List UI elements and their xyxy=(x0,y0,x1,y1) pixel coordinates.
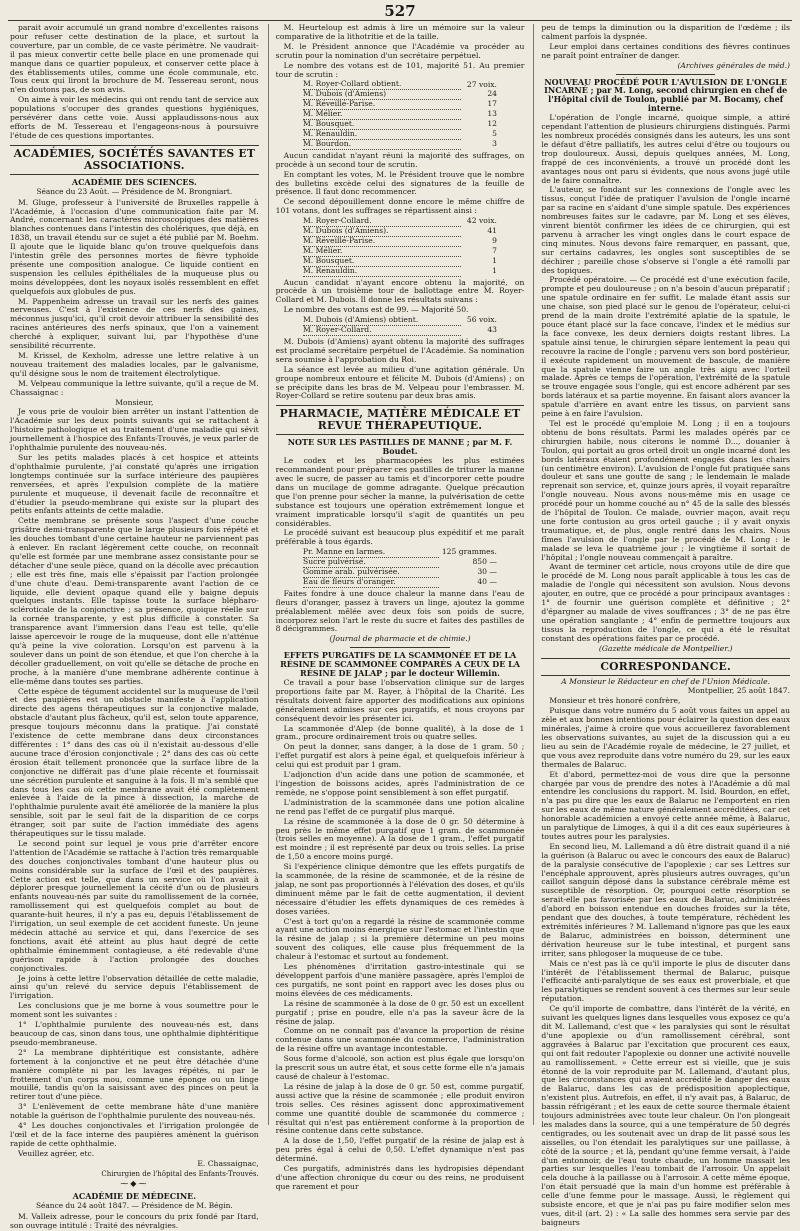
subsection-title-academie-medecine: ACADÉMIE DE MÉDECINE. xyxy=(72,1191,197,1202)
correspondence-salutation: Monsieur et très honoré confrère, xyxy=(549,696,681,706)
vote-count: 41 xyxy=(487,226,497,236)
ingredient-qty: 125 grammes. xyxy=(441,547,497,557)
recipe-row xyxy=(303,577,497,587)
vote-row xyxy=(303,90,497,100)
correspondence-paragraph: Puisque dans votre numéro du 5 août vous faites un appel au zèle et aux bonnes intentions pour éclairer la question des eaux minérales, j'aime à croire que vous accueillerez favorablement les observations suivantes, au sujet de la discussion qui a eu lieu au sein de l'Académie royale de médecine, le 27 juillet, et que vous avez reproduite dans votre numéro du 29, sur les eaux thermales de Balaruc. xyxy=(541,706,791,769)
session-line: Séance du 24 août 1847. — Présidence de M. Bégin. xyxy=(35,1201,233,1211)
article-paragraph: Le procédé suivant est beaucoup plus expéditif et me paraît préférable à tous égards. xyxy=(275,528,525,547)
vote-count: 3 xyxy=(492,138,497,148)
letter-paragraph: Je joins à cette lettre l'observation détaillée de cette maladie, ainsi qu'un relevé du service depuis l'établissement de l'irrigation. xyxy=(10,973,259,1001)
note-title: NOTE SUR LES PASTILLES DE MANNE ; par M. F. Boudet. xyxy=(287,437,513,457)
ingredient-name: Eau de fleurs d'oranger. xyxy=(303,577,439,587)
vote-row xyxy=(303,246,497,256)
article-paragraph: Leur emploi dans certaines conditions des fièvres continues ne paraît point entraîner de danger. xyxy=(541,41,791,60)
letter-paragraph: Le second point sur lequel je vous prie d'arrêter encore l'attention de l'Académie se rattache à l'action très remarquable des douches conjonctivales tombant d'une hauteur plus ou moins considérable sur la surface de l'œil et des paupières. Cette action est telle, que dans un service où l'on avait à déplorer presque journellement la cécité d'un ou de plusieurs enfants nouveau-nés par suite du ramollissement de la cornée, ramollissement qui est quelquefois complet au bout de quarante-huit heures, il n'y a pas eu, depuis l'établissement de l'irrigation, un seul exemple de cet accident funeste. Un jeune médecin attaché au service et qui, dans l'exercice de ses fonctions, avait été atteint au plus haut degré de cette ophthalmie éminemment contagieuse, a été redevable d'une guérison rapide à l'action prolongée des douches conjonctivales. xyxy=(10,838,259,973)
candidate-name: M. Réveillé-Parise. xyxy=(303,100,461,110)
article-paragraph: C'est à tort qu'on a regardé la résine de scammonée comme ayant une action moins énergique sur l'estomac et l'intestin que la résine de jalap ; si la première détermine un peu moins souvent des coliques, elle cause plus fréquemment de la chaleur à l'estomac et surtout au fondement. xyxy=(275,916,525,962)
article-paragraph: M. Krissel, de Kexholm, adresse une lettre relative à un nouveau traitement des maladies locales, par le galvanisme, qu'il désigne sous le nom de traitement électrolytique. xyxy=(10,351,259,378)
vote-row xyxy=(303,256,497,266)
vote-count: 27 voix. xyxy=(466,79,497,89)
article-paragraph: L'auteur, se fondant sur les connexions de l'ongle avec les tissus, conçut l'idée de pratiquer l'avulsion de l'ongle incarné par sa racine en s'aidant d'une simple spatule. Des expériences nombreuses faites sur le cadavre, par M. Long et ses élèves, vinrent bientôt confirmer les idées de ce chirurgien, qui est parvenu à arracher les vingt ongles dans le court espace de cinq minutes. Nous devons faire remarquer, en passant, que, sur certains cadavres, les ongles sont susceptibles de se déchirer ; pareille chose s'observe si l'ongle a été ramolli par des topiques. xyxy=(541,185,791,275)
correspondence-paragraph: Et d'abord, permettez-moi de vous dire que la personne chargée par vous de prendre des notes à l'Académie a dû mal entendre les conclusions du rapport. M. Isid. Bourdon, en effet, n'a pas pu dire que les eaux de Balaruc ne l'emportent en rien sur les eaux de même nature généralement accréditées, car cet honorable académicien a envoyé cette année même, à Balaruc, un paralytique de Limoges, à qui il a dit ces eaux supérieures à toutes autres pour les paralysies. xyxy=(541,769,791,841)
article-paragraph: M. Dubois (d'Amiens) ayant obtenu la majorité des suffrages est proclamé secrétaire perpétuel de l'Académie. Sa nomination sera soumise à l'approbation du Roi. xyxy=(275,337,525,364)
article-paragraph: En comptant les votes, M. le Président trouve que le nombre des bulletins excède celui des signatures de la feuille de présence. Il faut donc recommencer. xyxy=(275,169,525,197)
vote-row xyxy=(303,110,497,120)
candidate-name: M. Royer-Collard obtient. xyxy=(303,80,461,89)
recipe-row xyxy=(303,568,497,578)
article-paragraph: Ce travail a pour base l'observation clinique sur de larges proportions faite par M. Rayer, à l'hôpital de la Charité. Les résultats doivent faire apporter des modifications aux opinions généralement admises sur ces purgatifs, et nous croyons par conséquent devoir les présenter ici. xyxy=(275,678,525,723)
article-paragraph: Comme on ne connaît pas d'avance la proportion de résine contenue dans une scammonée du commerce, l'administration de la résine offre un avantage incontestable. xyxy=(275,1026,525,1054)
article-paragraph: M. le Président annonce que l'Académie va procéder au scrutin pour la nomination d'un secrétaire perpétuel. xyxy=(275,41,525,60)
article-paragraph: Ces purgatifs, administrés dans les hydropisies dépendant d'une affection chronique du cœur ou des reins, ne produisent que rarement et pour xyxy=(275,1164,525,1191)
divider-ornament: ⁓◆⁓ xyxy=(120,1179,149,1189)
section-title-academies: ACADÉMIES, SOCIÉTÉS SAVANTES ET ASSOCIATIONS. xyxy=(10,145,259,175)
vote-count: 13 xyxy=(487,109,497,119)
intro-paragraph: parait avoir accumulé un grand nombre d'excellentes raisons pour refuser cette destination de la place, et surtout la couverture, par un comble, de ce vaste périmètre. Ne vaudrait-il pas mieux convertir cette belle place en une promenade qui manque dans ce quartier populeux, et conserver cette place à des établissements utiles, comme une école communale, etc. Tous ceux qui liront la brochure de M. Tessereau seront, nous n'en doutons pas, de son avis. xyxy=(10,23,259,95)
vote-row xyxy=(303,236,497,246)
candidate-name: M. Royer-Collard. xyxy=(303,326,461,336)
article-paragraph: L'adjonction d'un acide dans une potion de scammonée, et l'ingestion de boissons acides, après l'administration de ce remède, ne s'oppose point sensiblement à son effet purgatif. xyxy=(275,770,525,797)
vote-table-1 xyxy=(303,80,497,149)
article-paragraph: L'opération de l'ongle incarné, quoique simple, a attiré cependant l'attention de plusieurs chirurgiens distingués. Parmi les nombreux procédés consignés dans les auteurs, les uns sont le défaut d'être palliatifs, les autres celui d'être ou toujours ou trop douloureux. Aussi, depuis quelques années, M. Long, frappé de ces inconvénients, a trouvé un procédé dont les avantages nous ont paru si évidents, que nous avons jugé utile de le faire connaître. xyxy=(541,113,791,185)
letter-paragraph: Sur les petits malades placés à cet hospice et atteints d'ophthalmie purulente, j'ai constaté qu'après une irrigation longtemps continuée sur la surface intérieure des paupières renversées, et après l'expulsion complète de la matière purulente et muqueuse, il devenait facile de reconnaître et d'étudier la pseudo-membrane qui existe sur la plupart des petits enfants atteints de cette maladie. xyxy=(10,452,259,516)
column-2 xyxy=(268,23,525,1191)
separator-rule xyxy=(616,74,715,75)
effets-title: EFFETS PURGATIFS DE LA SCAMMONÉE ET DE LA RÉSINE DE SCAMMONÉE COMPARÉS A CEUX DE LA RÉSINE DE JALAP ; par le docteur Willemin. xyxy=(280,650,520,679)
article-paragraph: M. Valleix adresse, pour le concours du prix fondé par Itard, son ouvrage intitulé : Traité des névralgies. xyxy=(10,1212,259,1231)
article-paragraph: La scammonée d'Alep (de bonne qualité), à la dose de 1 gram., procure ordinairement trois ou quatre selles. xyxy=(275,723,525,742)
vote-table-2 xyxy=(303,217,497,276)
letter-closing: Veuillez agréer, etc. xyxy=(18,1148,95,1158)
vote-row xyxy=(303,139,497,149)
article-paragraph: La résine de scammonée à la dose de 0 gr. 50 est un excellent purgatif ; prise en poudre, elle n'a pas la saveur âcre de la résine de jalap. xyxy=(275,998,525,1026)
article-paragraph: Ce second dépouillement donne encore le même chiffre de 101 votans, dont les suffrages se répartissent ainsi : xyxy=(275,197,525,216)
vote-row xyxy=(303,120,497,130)
article-paragraph: Procédé opératoire. — Ce procédé est d'une exécution facile, prompte et peu douloureuse ; on n'a besoin d'aucun préparatif ; une spatule ordinaire en fer suffit. Le malade étant assis sur une chaise, son pied placé sur le genou de l'opérateur, celui-ci prend de la main droite l'extrémité aplatie de la spatule, le pouce étant placé sur la face concave, l'index et le médius sur la face convexe, les deux derniers doigts restant libres. La spatule ainsi tenue, le chirurgien sépare lentement la peau qui recouvre la racine de l'ongle ; parvenu vers son bord postérieur, il exécute rapidement un mouvement de bascule, de manière que la spatule vienne faire un angle très aigu avec l'orteil malade. Après ce temps de l'opération, l'extrémité de la spatule se trouve engagée sous l'ongle, qui est encore adhérent par ses bords latéraux et sa partie moyenne. En faisant alors avancer la spatule d'arrière en avant entre les tissus, on parvient sans peine à en faire l'avulsion. xyxy=(541,275,791,419)
article-paragraph: La séance est levée au milieu d'une agitation générale. Un groupe nombreux entoure et félicite M. Dubois (d'Amiens) ; on se précipite dans les bras de M. Velpeau pour l'embrasser. M. Royer-Collard se retire soutenu par deux bras amis. xyxy=(275,364,525,401)
ingredient-qty: 40 — xyxy=(477,576,497,586)
letter-paragraph: 4° Les douches conjonctivales et l'irrigation prolongée de l'œil et de la face interne des paupières amènent la guérison rapide de cette ophthalmie. xyxy=(10,1121,259,1148)
candidate-name: M. Dubois (d'Amiens) obtient. xyxy=(303,316,461,325)
article-paragraph: M. Velpeau communique la lettre suivante, qu'il a reçue de M. Chassaignac : xyxy=(10,378,259,397)
ingredient-name: Gomme arab. pulvérisée. xyxy=(303,568,439,578)
letter-paragraph: Cette membrane se présente sous l'aspect d'une couche grisâtre demi-transparente que le large plusieurs fois répété et les douches tombant d'une certaine hauteur ne parviennent pas à enlever. En raclant légèrement cette couche, on reconnaît qu'elle est formée par une membrane assez consistante pour se détacher d'une seule pièce, quand on la décolle avec précaution ; elle est très fine, mais elle s'épaissit par l'action prolongée d'une chute d'eau. Demi-transparente avant l'action de ce liquide, elle devient opaque quand elle y baigne depuis quelques instants. Elle tapisse toute la surface blépharo-scléroticale de la conjonctive ; sa présence, quoique réelle sur la cornée transparente, y est plus difficile à constater. Sa transparence avant l'immersion dans l'eau est telle, qu'elle laisse apercevoir le rouge de la muqueuse, dont elle n'atténue qu'à peine la vive coloration. Lorsqu'on est parvenu à la soulever dans un point de son étendue, et que l'on cherche à la décoller graduellement, on voit qu'elle se détache de proche en proche, à la manière d'une membrane adhérente continue à elle-même dans toutes ses parties. xyxy=(10,516,259,686)
correspondence-paragraph: Mais ce n'est pas là ce qu'il importe le plus de discuter dans l'intérêt de l'établissement thermal de Balaruc, puisque l'efficacité anti-paralytique de ses eaux est proverbiale, et que les paralytiques se rendent souvent à ces thermes sur leur seule réputation. xyxy=(541,958,791,1004)
correspondence-paragraph: En second lieu, M. Lallemand a dû être distrait quand il a nié la guérison (à Balaruc ou avec le concours des eaux de Balaruc) de la paralysie consécutive de l'apoplexie ; car ses Lettres sur l'encéphale approuvent, après plusieurs autres ouvrages, qu'un caillot sanguin déposé dans la substance cérébrale même est susceptible de résorption. Or, pourquoi cette résorption se serait-elle pas favorisée par les eaux de Balaruc, administrées d'abord en boisson entendue en douches froides sur la tête, pendant que des douches, à toute température, réchèdent les extrémités inférieures ? M. Lallemand n'ignore pas que les eaux de Balaruc, administrées en boisson, déterminent une dérivation heureuse sur le tube intestinal, et purgent sans irriter, sans phlogoser la muqueuse de ce tube. xyxy=(541,841,791,958)
letter-paragraph: 3° L'enlèvement de cette membrane hâte d'une manière notable la guérison de l'ophthalmie purulente des nouveau-nés. xyxy=(10,1102,259,1121)
letter-paragraph: 2° La membrane diphtéritique est consistante, adhère fortement à la conjonctive et ne peut être détachée d'une manière complète ni par les lavages répétés, ni par le frottement d'un corps mou, comme une éponge ou un linge mouillé, tandis qu'on la saisissant avec des pinces on peut la retirer tout d'une pièce. xyxy=(10,1047,259,1102)
article-paragraph: M. Pappenheim adresse un travail sur les nerfs des gaines nerveuses. C'est à l'existence de ces nerfs des gaines, méconnus jusqu'ici, qu'il croit devoir attribuer la sensibilité des racines antérieures des nerfs spinaux, que l'on a vainement cherché à expliquer, suivant lui, par l'hypothèse d'une sensibilité récurrente. xyxy=(10,296,259,351)
source-citation: (Journal de pharmacie et de chimie.) xyxy=(329,634,471,644)
nouveau-procede-title: NOUVEAU PROCÉDÉ POUR L'AVULSION DE L'ONGLE INCARNÉ ; par M. Long, second chirurgien en chef de l'Hôpital civil de Toulon, publié par M. Bocamy, chef interne. xyxy=(544,76,788,114)
candidate-name: M. Dubois (d'Amiens) xyxy=(303,90,461,100)
candidate-name: M. Royer-Collard. xyxy=(303,217,461,226)
article-paragraph: Tel est le procédé qu'emploie M. Long ; il en a toujours obtenu de bons résultats. Parmi les malades opérés par ce chirurgien habile, nous citerons le nommé D..., douanier à Toulon, qui portait au gros orteil droit un ongle incarné dont les bords latéraux étaient profondément engagés dans les chairs (un centimètre environ). L'avulsion de l'ongle fut pratiquée sans douleur et sans une goutte de sang ; le lendemain le malade reprenait son service, et, quinze jours après, il voyait reparaître l'ongle nouveau. Nous avons nous-même mis en usage ce procédé pour un homme couché au n° 45 de la salle des blessés de l'hôpital de Toulon. Ce malade, ouvrier maçon, avait reçu une forte contusion au gros orteil gauche ; il y avait onyxis traumatique, et, de plus, ongle rentré dans les chairs. Nous fîmes l'avulsion de l'ongle par le procédé de M. Long : le malade se leva le quatrième jour ; le vingtième il sortait de l'hôpital ; l'ongle nouveau commençait à paraître. xyxy=(541,418,791,562)
letter-paragraph: 1° L'ophthalmie purulente des nouveau-nés est, dans beaucoup de cas, sinon dans tous, une ophthalmie diphtéritique pseudo-membraneuse. xyxy=(10,1020,259,1047)
vote-table-3 xyxy=(303,316,497,336)
candidate-name: M. Bousquet. xyxy=(303,256,461,266)
vote-row xyxy=(303,129,497,139)
correspondence-place-date: Montpellier, 25 août 1847. xyxy=(687,686,791,696)
separator-rule xyxy=(350,647,449,648)
article-paragraph: La résine de scammonée à la dose de 0 gr. 50 détermine à peu près le même effet purgatif que 1 gram. de scammonée (trois selles en moyenne). A la dose de 1 gram., l'effet purgatif est moindre ; il est représenté par deux ou trois selles. La prise de 1,50 a encore moins purgé. xyxy=(275,816,525,862)
section-title-correspondance: CORRESPONDANCE. xyxy=(541,658,790,676)
page-number: 527 xyxy=(384,2,416,20)
article-paragraph: A la dose de 1,50, l'effet purgatif de la résine de jalap est à peu près égal à celui de 0,50. L'effet dynamique n'est pas déterminé. xyxy=(275,1136,525,1164)
vote-count: 1 xyxy=(492,255,497,265)
article-paragraph: Aucun candidat n'ayant réuni la majorité des suffrages, on procède à un second tour de scrutin. xyxy=(275,150,525,169)
candidate-name: M. Mélier. xyxy=(303,110,461,120)
article-paragraph: Le codex et les pharmacopées les plus estimées recommandent pour préparer ces pastilles de triturer la manne avec le sucre, de passer au tamis et d'incorporer cette poudre dans un mucilage de gomme adragante. Quelque précaution que l'on prenne pour sécher la manne, la pulvérisation de cette substance est toujours une opération extrêmement longue et vraiment impraticable lorsqu'il s'agit de quantités un peu considérables. xyxy=(275,456,525,528)
ingredient-name: Sucre pulvérisé. xyxy=(303,558,439,568)
article-paragraph: Si l'expérience clinique démontre que les effets purgatifs de la scammonée, de la résine de scammonée, et de la résine de jalap, ne sont pas proportionnés à l'élévation des doses, et qu'ils diminuent même par le fait de cette augmentation, il devient nécessaire d'étudier les effets dynamiques de ces remèdes à doses variées. xyxy=(275,862,525,916)
vote-count: 1 xyxy=(492,265,497,275)
vote-count: 42 voix. xyxy=(466,216,497,226)
candidate-name: M. Renauldin. xyxy=(303,129,461,139)
letter-paragraph: Cette espèce de tégument accidentel sur la muqueuse de l'œil et des paupières est un obstacle manifeste à l'application directe des agens thérapeutiques sur la conjonctive malade, obstacle d'autant plus fâcheux, qu'il est, selon toute apparence, presque toujours méconnu dans la pratique. J'ai constaté l'existence de cette membrane dans deux circonstances différentes : 1° dans des cas où il n'existait au-dessous d'elle aucune trace d'érosion conjonctivale ; 2° dans des cas où cette érosion était tellement prononcée que la surface libre de la conjonctive ne différait pas d'une plaie récente et fournissait une sécrétion purulente et sanguine à la fois. Il m'a semblé que dans tous les cas où cette membrane avait été complètement enlevée à l'aide de la pince à dissection, la marche de l'ophthalmie purulente avait été améliorée de la manière la plus sensible, soit par le seul fait de la disparition de ce corps étranger, soit par suite de l'action immédiate des agens thérapeutiques sur le tissu malade. xyxy=(10,686,259,839)
vote-count: 56 voix. xyxy=(466,315,497,325)
article-paragraph: M. Heurteloup est admis à lire un mémoire sur la valeur comparative de la lithotritie et de la taille. xyxy=(275,23,525,41)
recipe-row xyxy=(303,558,497,568)
article-paragraph: Faites fondre à une douce chaleur la manne dans l'eau de fleurs d'oranger, passez à travers un linge, ajoutez la gomme préalablement mêlée avec deux fois son poids de sucre, incorporez selon l'art le reste du sucre et faites des pastilles de 8 décigrammes. xyxy=(275,588,525,634)
vote-count: 43 xyxy=(487,325,497,335)
columns xyxy=(10,23,791,1231)
section-title-pharmacie: PHARMACIE, MATIÈRE MÉDICALE ET REVUE THÉRAPEUTIQUE. xyxy=(276,405,525,435)
article-paragraph: peu de temps la diminution ou la disparition de l'œdème ; ils calment parfois la dyspnée. xyxy=(541,23,791,41)
vote-row xyxy=(303,266,497,276)
ingredient-qty: 850 — xyxy=(472,557,497,567)
letter-salutation: Monsieur, xyxy=(115,397,154,407)
column-1 xyxy=(10,23,259,1231)
vote-count: 5 xyxy=(492,128,497,138)
signature-title: Chirurgien de l'hôpital des Enfants-Trouvés. xyxy=(101,1169,259,1178)
article-paragraph: La résine de jalap à la dose de 0 gr. 50 est, comme purgatif, aussi active que la résine de scammonée ; elle produit environ trois selles. Ces résines agissent donc approximativement comme une quantité double de scammonée du commerce ; résultat qui n'est pas entièrement conforme à la proportion de résine contenue dans cette substance. xyxy=(275,1081,525,1136)
candidate-name: M. Mélier. xyxy=(303,246,461,256)
subsection-title-academie-sciences: ACADÉMIE DES SCIENCES. xyxy=(71,176,197,187)
article-paragraph: Le nombre des votans est de 101, majorité 51. Au premier tour de scrutin : xyxy=(275,60,525,79)
article-paragraph: Les phénomènes d'irritation gastro-intestinale qui se développent parfois d'une manière passagère, après l'emploi de ces purgatifs, ne sont point en rapport avec les doses plus ou moins élevées de ces médicaments. xyxy=(275,962,525,998)
intro-paragraph: On aime à voir les médecins qui ont rendu tant de service aux populations s'occuper des grandes questions hygiéniques, persévérer dans cette voie. Aussi applaudissons-nous aux efforts de M. Tessereau et l'engageons-nous à poursuivre l'étude de ces questions importantes. xyxy=(10,95,259,140)
ingredient-name: Pr. Manne en larmes. xyxy=(303,548,439,557)
article-paragraph: Aucun candidat n'ayant encore obtenu la majorité, on procède à un troisième tour de ballottage entre M. Royer-Collard et M. Dubois. Il donne les résultats suivans : xyxy=(275,277,525,305)
top-rule xyxy=(8,20,792,21)
article-paragraph: Avant de terminer cet article, nous croyons utile de dire que le procédé de M. Long nous paraît applicable à tous les cas de maladie de l'ongle qui nécessitent son avulsion. Nous devons ajouter, en outre, que ce procédé a pour principaux avantages : 1° de fournir une guérison complète et définitive ; 2° d'épargner au malade de vives souffrances ; 3° de ne pas être une opération sanglante ; 4° enfin de permettre toujours aux tissus la reproduction de l'ongle, ce qui a été le résultat constant des opérations faites par ce procédé. xyxy=(541,562,791,643)
recipe-table xyxy=(303,548,497,588)
candidate-name: M. Bousquet. xyxy=(303,120,461,130)
ingredient-qty: 30 — xyxy=(477,567,497,577)
correspondence-addressee: A Monsieur le Rédacteur en chef de l'Union Médicale. xyxy=(561,676,771,686)
vote-row xyxy=(303,227,497,237)
vote-count: 17 xyxy=(487,99,497,109)
article-paragraph: Sous forme d'alcoolé, son action est plus égale que lorsqu'on la prescrit sous un autre état, et sous cette forme elle n'a jamais causé de chaleur à l'estomac. xyxy=(275,1054,525,1081)
vote-count: 9 xyxy=(492,235,497,245)
vote-row xyxy=(303,326,497,336)
letter-paragraph: Les conclusions que je me borne à vous soumettre pour le moment sont les suivantes : xyxy=(10,1001,259,1020)
candidate-name: M. Bourdon. xyxy=(303,139,461,149)
session-line: Séance du 23 Août. — Présidence de M. Brongniart. xyxy=(36,186,233,196)
vote-count: 7 xyxy=(492,245,497,255)
column-3 xyxy=(533,23,791,1227)
letter-signature: E. Chassaignac, xyxy=(197,1158,259,1168)
article-paragraph: On peut la donner, sans danger, à la dose de 1 gram. 50 ; l'effet purgatif est alors à peine égal, et quelquefois inférieur à celui qui est produit par 1 gram. xyxy=(275,742,525,770)
vote-count: 12 xyxy=(487,119,497,129)
vote-row xyxy=(303,100,497,110)
candidate-name: M. Renauldin. xyxy=(303,266,461,276)
correspondence-paragraph: Ce qu'il importe de combattre, dans l'intérêt de la vérité, en suivant les quelques lignes dans lesquelles vous exposez ce qu'a dit M. Lallemand, c'est que « les paralysies qui sont le résultat d'une apoplexie ou d'un ramollissement cérébral, sont aggravées à Balaruc par l'excitation que procurent ces eaux, qui ont fait redouter l'apoplexie ou donner une activité nouvelle au ramollissement. » Cette erreur est si vieille, que je suis étonné de la voir reproduite par M. Lallemand, d'autant plus, que les circonstances qui avaient accrédité le danger des eaux de Balaruc, dans les cas de prédisposition apoplectique, n'existent plus. Autrefois, en effet, il n'y avait pas, à Balaruc, de bassin réfrigérant ; et les eaux de cette source thermale étaient toujours administrées avec toute leur chaleur. On l'on plongeait les malades dans la source, qui a une température de 50 degrés centigrades, ou les soutenait avec un drap de lit passé sous les aisselles, ou l'on étendait les paralytiques sur une paillasse, à côté de la source ; et là, pendant qu'une femme versait, à l'aide d'un entonnoir, de l'eau toute chaude, un homme massait les parties sur lesquelles l'eau tombait de l'arrosoir. Un appelait cela douche à la paillasse ou à l'arrosoir. A cette même époque, l'on était persuadé que la main d'un homme est préférable à celle d'une femme pour le massage. Aussi, le règlement qui subsiste encore, et que je n'ai pas pu faire modifier selon mes vues, dit-il (art. 2) : « La salle des hommes sera servie par des baigneurs xyxy=(541,1004,791,1227)
article-paragraph: M. Gluge, professeur à l'université de Bruxelles rappelle à l'Académie, à l'occasion d'une communication faite par M. André, concernant les caractères microscopiques des matières blanches contenues dans l'intestin des cholériques, que déjà, en 1838, un travail étendu sur ce sujet a été publié par M. Boehm. Il ajoute que le liquide blanc qu'on trouve quelquefois dans l'intestin grêle des personnes mortes de fièvre typhoïde présente une composition analogue. Ce liquide contient en suspension les cellules épithéliales de la muqueuse plus ou moins développées, dont les noyaux isolés ressemblent en effet quelquefois aux globules de pus. xyxy=(10,197,259,296)
article-paragraph: L'administration de la scammonée dans une potion alcaline ne rend pas l'effet de ce purgatif plus marqué. xyxy=(275,797,525,816)
candidate-name: M. Réveillé-Parise. xyxy=(303,236,461,246)
letter-paragraph: Je vous prie de vouloir bien arrêter un instant l'attention de l'Académie sur les deux points suivants qui se rattachent à l'histoire pathologique et au traitement d'une maladie qui sévit journellement à l'hospice des Enfants-Trouvés, je veux parler de l'ophthalmie purulente des nouveau-nés. xyxy=(10,407,259,453)
candidate-name: M. Dubois (d'Amiens). xyxy=(303,227,461,237)
source-citation: (Gazette médicale de Montpellier.) xyxy=(598,643,733,653)
source-citation: (Archives générales de méd.) xyxy=(677,60,791,70)
article-paragraph: Le nombre des votans est de 99. — Majorité 50. xyxy=(283,305,469,315)
vote-count: 24 xyxy=(487,89,497,99)
